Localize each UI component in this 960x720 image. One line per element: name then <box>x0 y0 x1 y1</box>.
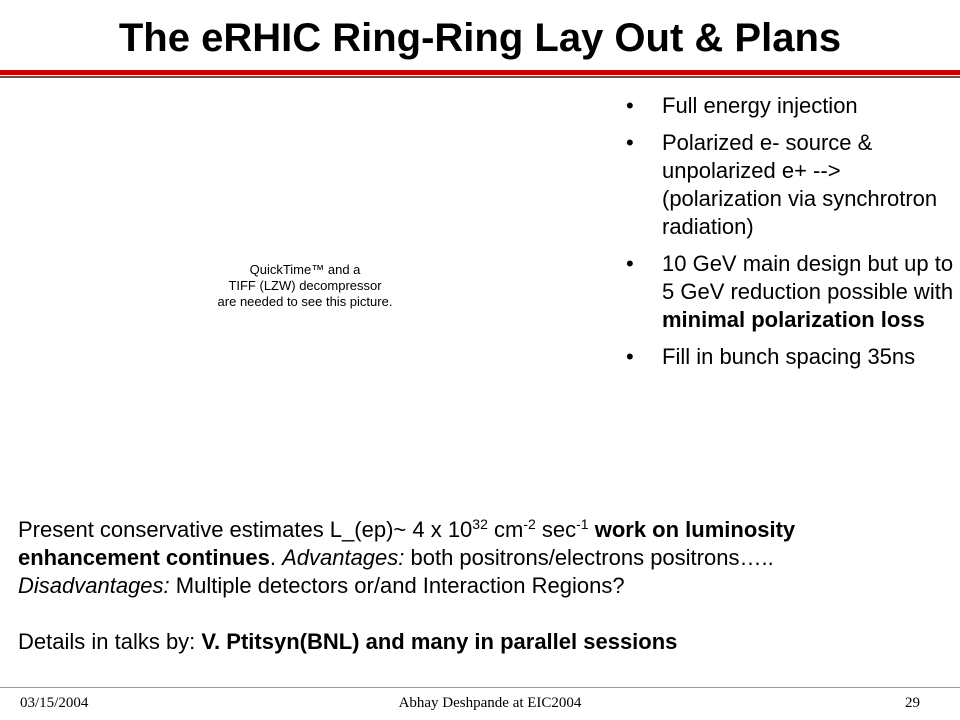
bullet-text: 10 GeV main design but up to 5 GeV reduction possible with <box>662 251 954 304</box>
placeholder-line-3: are needed to see this picture. <box>217 294 393 309</box>
paragraph-line-2 <box>18 544 960 572</box>
details-text: Details in talks by: <box>18 629 202 654</box>
disadvantages-text: Multiple detectors or/and Interaction Regions? <box>169 573 625 598</box>
paragraph-line-4 <box>18 628 960 656</box>
placeholder-line-2: TIFF (LZW) decompressor <box>228 278 382 293</box>
placeholder-line-1: QuickTime™ and a <box>249 262 361 277</box>
bullet-item <box>620 129 960 241</box>
paragraph-line-3 <box>18 572 960 600</box>
unit-cm: cm <box>487 517 524 542</box>
bullet-icon: • <box>626 251 634 276</box>
bullet-icon: • <box>626 93 634 118</box>
exponent: 32 <box>472 516 488 532</box>
bullet-text: Full energy injection <box>662 93 858 118</box>
title-divider-gray <box>0 76 960 78</box>
bullet-text-bold: minimal polarization loss <box>662 307 925 332</box>
bullet-list <box>620 92 960 380</box>
paragraph-spacer <box>18 600 960 628</box>
slide-title: The eRHIC Ring-Ring Lay Out & Plans <box>118 16 842 60</box>
luminosity-bold-text: work on luminosity <box>588 517 796 542</box>
footer-divider <box>0 687 960 688</box>
footer-author: Abhay Deshpande at EIC2004 <box>398 695 582 711</box>
bullet-item <box>620 92 960 120</box>
missing-image-placeholder <box>200 262 410 310</box>
bullet-icon: • <box>626 344 634 369</box>
title-divider-red <box>0 70 960 75</box>
details-bold-text: V. Ptitsyn(BNL) and many in parallel sessions <box>201 629 678 654</box>
paragraph-line-1 <box>18 516 960 544</box>
advantages-text: both positrons/electrons positrons….. <box>404 545 774 570</box>
bullet-text: Fill in bunch spacing 35ns <box>662 344 916 369</box>
bullet-item <box>620 343 960 371</box>
enhancement-bold-text: enhancement continues <box>18 545 270 570</box>
unit-sec: sec <box>535 517 577 542</box>
disadvantages-label: Disadvantages: <box>18 573 170 598</box>
bullet-text: Polarized e- source & unpolarized e+ --> (polarization via synchrotron radiation) <box>662 130 938 239</box>
separator-text: . <box>269 545 283 570</box>
summary-paragraph <box>18 516 960 656</box>
exponent: -1 <box>576 516 589 532</box>
bullet-icon: • <box>626 130 634 155</box>
bullet-item <box>620 250 960 334</box>
footer-page-number: 29 <box>905 695 920 711</box>
footer-date: 03/15/2004 <box>20 695 89 711</box>
advantages-label: Advantages: <box>282 545 405 570</box>
exponent: -2 <box>523 516 536 532</box>
luminosity-text: Present conservative estimates L_(ep)~ 4 x 10 <box>18 517 473 542</box>
